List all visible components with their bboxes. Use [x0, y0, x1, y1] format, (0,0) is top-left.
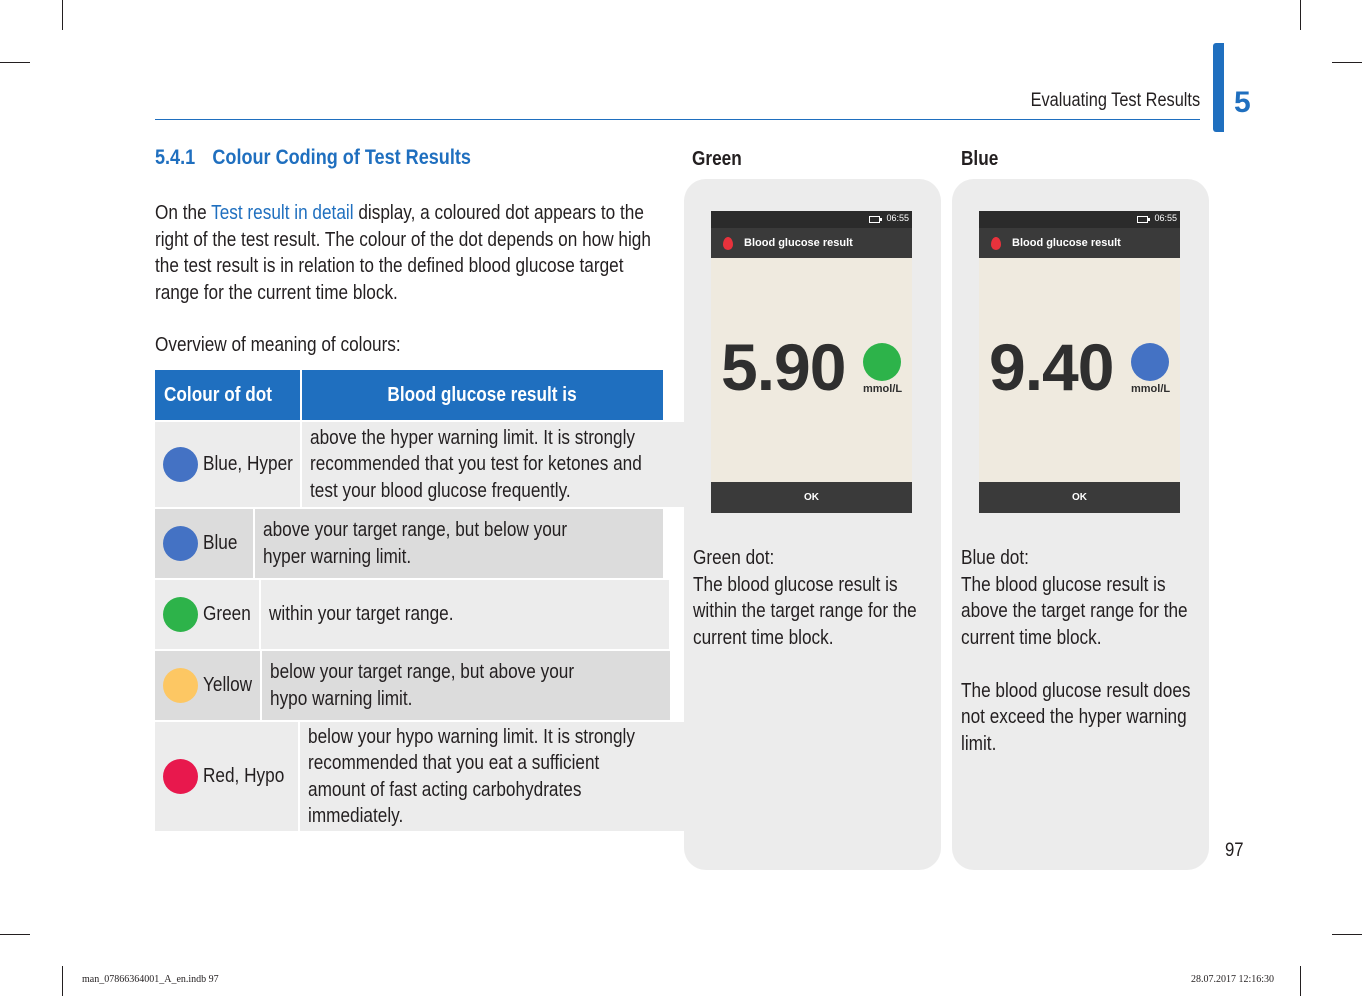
- crop-mark: [62, 0, 63, 30]
- table-header: [155, 370, 663, 420]
- colour-label: Red, Hypo: [203, 765, 285, 787]
- crop-mark: [0, 934, 30, 935]
- footer-file-name: man_07866364001_A_en.indb 97: [82, 974, 219, 985]
- ok-button[interactable]: OK: [979, 482, 1180, 513]
- blue-dot-icon: [163, 447, 198, 482]
- device-screen: [711, 211, 912, 513]
- glucose-reading: 9.40: [989, 330, 1114, 404]
- colour-cell: [155, 580, 261, 649]
- page-number: 97: [1225, 840, 1244, 861]
- meaning-cell: [302, 422, 710, 507]
- meaning-text: below your hypo warning limit. It is strongly recommended that you eat a sufficient amount of fast acting carbohydrates immediately.: [307, 725, 635, 827]
- device-title-bar: [711, 228, 912, 258]
- crop-mark: [0, 62, 30, 63]
- running-header: Evaluating Test Results: [1030, 90, 1200, 111]
- battery-icon: [869, 216, 880, 223]
- header-label: Colour of dot: [164, 383, 272, 406]
- colour-cell: [155, 509, 255, 578]
- meaning-cell: [262, 651, 670, 720]
- red-dot-icon: [163, 759, 198, 794]
- glucose-reading: 5.90: [721, 330, 846, 404]
- header-result: [302, 370, 663, 420]
- section-title: Colour Coding of Test Results: [212, 146, 471, 169]
- table-row: [155, 649, 663, 720]
- table-row: [155, 507, 663, 578]
- column-label-text: Green: [692, 148, 742, 170]
- colour-label: Yellow: [203, 674, 253, 696]
- blue-column-label: [961, 148, 1004, 171]
- colour-label: Green: [203, 603, 251, 625]
- blue-dot-description: Blue dot: The blood glucose result is above the target range for the current time block. The blood glucose result does not exceed the hyper warning limit.: [961, 547, 1191, 755]
- reading-unit: mmol/L: [863, 383, 903, 395]
- status-bar: [979, 211, 1180, 228]
- overview-label: [155, 334, 441, 357]
- meaning-cell: [255, 509, 663, 578]
- colour-cell: [155, 651, 262, 720]
- status-bar: [711, 211, 912, 228]
- green-dot-icon: [163, 597, 198, 632]
- header-rule: [155, 119, 1200, 120]
- colour-cell: [155, 422, 302, 507]
- table-row: [155, 578, 663, 649]
- blue-example-card: [952, 179, 1209, 870]
- green-column-label: [692, 148, 750, 171]
- intro-paragraph: [155, 200, 654, 306]
- green-example-card: [684, 179, 941, 870]
- colour-table: [155, 370, 663, 831]
- device-title-bar: [979, 228, 1180, 258]
- device-title: Blood glucose result: [1012, 237, 1121, 249]
- meaning-cell: [261, 580, 669, 649]
- colour-label: Blue, Hyper: [203, 453, 293, 475]
- ok-button[interactable]: OK: [711, 482, 912, 513]
- blood-drop-icon: [723, 237, 733, 250]
- blue-dot-icon: [1131, 343, 1169, 381]
- section-number: 5.4.1: [155, 146, 196, 169]
- overview-text: Overview of meaning of colours:: [155, 334, 401, 356]
- device-time: 06:55: [1154, 213, 1177, 223]
- blue-dot-icon: [163, 526, 198, 561]
- table-row: [155, 720, 663, 831]
- yellow-dot-icon: [163, 668, 198, 703]
- table-row: [155, 420, 663, 507]
- meaning-text: above the hyper warning limit. It is strongly recommended that you test for ketones and test your blood glucose frequently.: [310, 426, 642, 502]
- battery-icon: [1137, 216, 1148, 223]
- device-time: 06:55: [886, 213, 909, 223]
- section-heading: [155, 146, 522, 170]
- crop-mark: [62, 966, 63, 996]
- intro-text: On the: [155, 202, 212, 224]
- crop-mark: [1332, 62, 1362, 63]
- crop-mark: [1300, 966, 1301, 996]
- colour-label: Blue: [203, 532, 238, 554]
- meaning-text: below your target range, but above your hypo warning limit.: [270, 661, 575, 710]
- green-dot-icon: [863, 343, 901, 381]
- device-screen: [979, 211, 1180, 513]
- test-result-detail-link[interactable]: Test result in detail: [211, 202, 354, 224]
- chapter-number: 5: [1234, 86, 1251, 119]
- blood-drop-icon: [991, 237, 1001, 250]
- colour-cell: [155, 722, 300, 831]
- crop-mark: [1300, 0, 1301, 30]
- chapter-tab: [1213, 43, 1224, 132]
- reading-unit: mmol/L: [1131, 383, 1171, 395]
- intro-text: display, a coloured dot appears to the right of the test result. The colour of the dot depends on how high the test result is in relation to the defined blood glucose target range for the current time block.: [155, 202, 651, 304]
- header-colour-of-dot: [155, 370, 302, 420]
- header-label: Blood glucose result is: [387, 383, 578, 406]
- crop-mark: [1332, 934, 1362, 935]
- meaning-cell: [300, 722, 708, 831]
- meaning-text: within your target range.: [268, 603, 454, 626]
- footer-timestamp: 28.07.2017 12:16:30: [1190, 974, 1274, 985]
- green-dot-description: Green dot: The blood glucose result is within the target range for the current time block.: [693, 547, 917, 649]
- meaning-text: above your target range, but below your hyper warning limit.: [263, 519, 568, 568]
- device-title: Blood glucose result: [744, 237, 853, 249]
- column-label-text: Blue: [961, 148, 999, 170]
